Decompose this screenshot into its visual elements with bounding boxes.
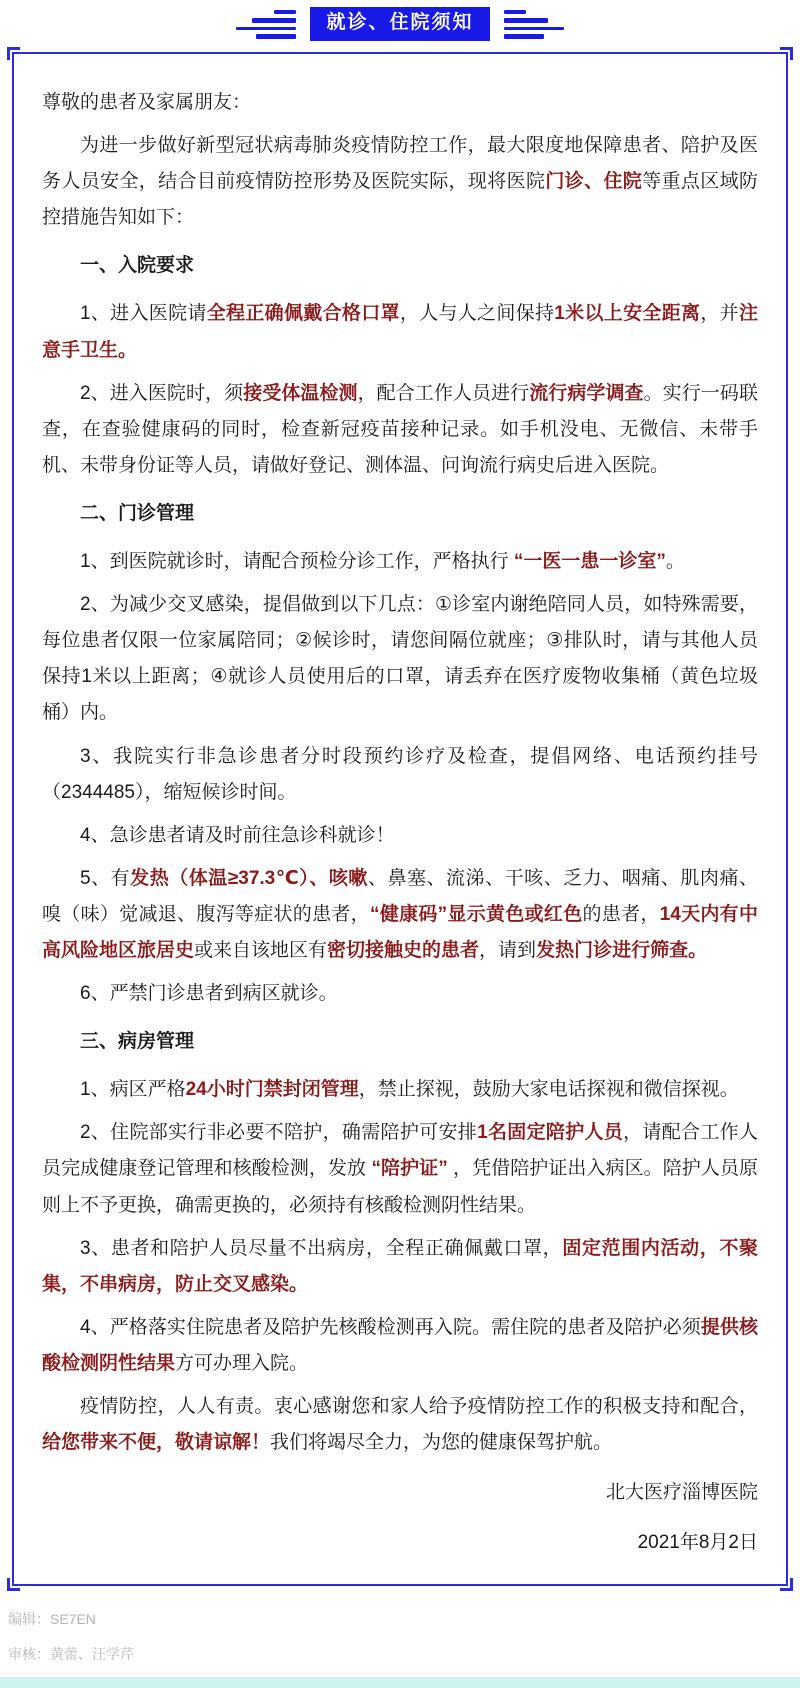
corner-bracket-top-left: [7, 47, 20, 60]
notice-body: [42, 85, 758, 1561]
body-text: ，请配合工作人员完成健康登记管理和核酸检测，发放: [42, 1122, 758, 1180]
highlighted-text: 1米以上安全距离: [554, 303, 701, 325]
notice-paragraph: [42, 1231, 758, 1303]
section-heading: [42, 248, 758, 284]
body-text: 北大医疗淄博医院: [605, 1482, 758, 1504]
notice-paragraph: [42, 587, 758, 731]
notice-paragraph: [42, 739, 758, 811]
body-text: ，人与人之间保持: [399, 303, 555, 325]
body-text: ，请到: [479, 939, 537, 961]
body-text: 2021年8月2日: [637, 1532, 758, 1554]
signature-hospital: [42, 1475, 758, 1511]
highlighted-text: “陪护证”: [371, 1158, 448, 1180]
bottom-accent-bar: [0, 1677, 800, 1688]
body-text: 为进一步做好新型冠状病毒肺炎疫情防控工作，最大限度地保障患者、陪护及医务人员安全，结合目前疫情防控形势及医院实际，现将医院: [42, 135, 758, 193]
highlighted-text: 提供核酸检测阴性结果: [42, 1316, 758, 1374]
highlighted-text: 注意手卫生。: [42, 303, 758, 361]
section-heading: [42, 1024, 758, 1060]
header: [0, 0, 800, 46]
notice-paragraph: [42, 376, 758, 484]
body-text: 3、我院实行非急诊患者分时段预约诊疗及检查，提倡网络、电话预约挂号（2344485），缩短候诊时间。: [42, 745, 758, 803]
notice-paragraph: [42, 818, 758, 854]
body-text: 的患者，: [582, 903, 660, 925]
notice-paragraph: [42, 128, 758, 236]
highlighted-text: 门诊、住院: [545, 171, 643, 193]
notice-paragraph: [42, 296, 758, 368]
body-text: 4、急诊患者请及时前往急诊科就诊！: [80, 824, 395, 846]
highlighted-text: 14天内有中高风险地区旅居史: [42, 903, 758, 961]
body-text: 。实行一码联查，在查验健康码的同时，检查新冠疫苗接种记录。如手机没电、无微信、未带手机、未带身份证等人员，请做好登记、测体温、问询流行病史后进入医院。: [42, 382, 758, 476]
body-text: 1、进入医院请: [80, 303, 207, 325]
footer: [8, 1608, 800, 1677]
corner-bracket-bottom-left: [7, 1578, 20, 1591]
corner-bracket-top-right: [780, 47, 793, 60]
body-text: ，禁止探视，鼓励大家电话探视和微信探视。: [358, 1079, 739, 1101]
body-text: ，凭借陪护证出入病区。陪护人员原则上不予更换，确需更换的，必须持有核酸检测阴性结果。: [42, 1158, 759, 1216]
body-text: ，配合工作人员进行: [357, 382, 530, 404]
body-text: 我们将竭尽全力，为您的健康保驾护航。: [270, 1432, 613, 1454]
body-text: 一、入院要求: [80, 255, 195, 277]
notice-paragraph: [42, 1389, 758, 1461]
highlighted-text: 固定范围内活动，不聚集，不串病房，防止交叉感染。: [42, 1237, 758, 1295]
notice-paragraph: [42, 85, 758, 121]
notice-paragraph: [42, 1115, 758, 1223]
body-text: 。: [665, 551, 685, 573]
speed-lines-left-icon: [234, 10, 296, 39]
body-text: 1、到医院就诊时，请配合预检分诊工作，严格执行: [80, 551, 514, 573]
body-text: 三、病房管理: [80, 1031, 195, 1053]
highlighted-text: 全程正确佩戴合格口罩: [206, 303, 400, 325]
body-text: 2、进入医院时，须: [80, 382, 244, 404]
signature-date: [42, 1525, 758, 1561]
body-text: 2、住院部实行非必要不陪护，确需陪护可安排: [80, 1122, 478, 1144]
notice-paragraph: [42, 1072, 758, 1108]
highlighted-text: 发热门诊进行筛查。: [536, 939, 708, 961]
body-text: 二、门诊管理: [80, 502, 195, 524]
notice-box: [12, 52, 788, 1586]
section-heading: [42, 496, 758, 532]
page-title: 就诊、住院须知: [310, 7, 489, 41]
body-text: ，并: [700, 303, 739, 325]
body-text: 1、病区严格: [80, 1079, 186, 1101]
highlighted-text: “健康码”显示黄色或红色: [369, 903, 583, 925]
body-text: 等重点区域防控措施告知如下：: [42, 171, 758, 229]
footer-reviewer: 审核：黄蕾、汪学芹: [8, 1645, 134, 1662]
footer-editor: 编辑：SE7EN: [8, 1611, 96, 1628]
body-text: 尊敬的患者及家属朋友：: [42, 92, 252, 113]
body-text: 疫情防控，人人有责。衷心感谢您和家人给予疫情防控工作的积极支持和配合，: [80, 1396, 758, 1417]
notice-paragraph: [42, 1310, 758, 1382]
highlighted-text: 发热（体温≥37.3℃）、咳嗽: [130, 867, 368, 889]
body-text: 5、有: [80, 867, 131, 889]
body-text: 或来自该地区有: [194, 939, 328, 961]
highlighted-text: “一医一患一诊室”: [513, 551, 666, 573]
highlighted-text: 24小时门禁封闭管理: [185, 1079, 359, 1101]
body-text: 4、严格落实住院患者及陪护先核酸检测再入院。需住院的患者及陪护必须: [80, 1316, 701, 1338]
speed-lines-right-icon: [504, 10, 566, 39]
highlighted-text: 1名固定陪护人员: [477, 1122, 624, 1144]
notice-paragraph: [42, 861, 758, 969]
notice-paragraph: [42, 976, 758, 1012]
highlighted-text: 接受体温检测: [243, 382, 358, 404]
body-text: 2、为减少交叉感染，提倡做到以下几点：①诊室内谢绝陪同人员，如特殊需要，每位患者仅限一位家属陪同；②候诊时，请您间隔位就座；③排队时，请与其他人员保持1米以上距离；④就诊人员使用后的口罩，请丢弃在医疗废物收集桶（黄色垃圾桶）内。: [42, 594, 758, 724]
corner-bracket-bottom-right: [780, 1578, 793, 1591]
highlighted-text: 给您带来不便，敬请谅解！: [42, 1432, 271, 1454]
body-text: 、鼻塞、流涕、干咳、乏力、咽痛、肌肉痛、嗅（味）觉减退、腹泻等症状的患者，: [42, 867, 758, 925]
body-text: 3、患者和陪护人员尽量不出病房，全程正确佩戴口罩，: [80, 1237, 563, 1259]
body-text: 6、严禁门诊患者到病区就诊。: [80, 983, 338, 1005]
highlighted-text: 密切接触史的患者: [327, 939, 480, 961]
notice-paragraph: [42, 544, 758, 580]
highlighted-text: 流行病学调查: [529, 382, 644, 404]
body-text: 方可办理入院。: [175, 1352, 309, 1374]
